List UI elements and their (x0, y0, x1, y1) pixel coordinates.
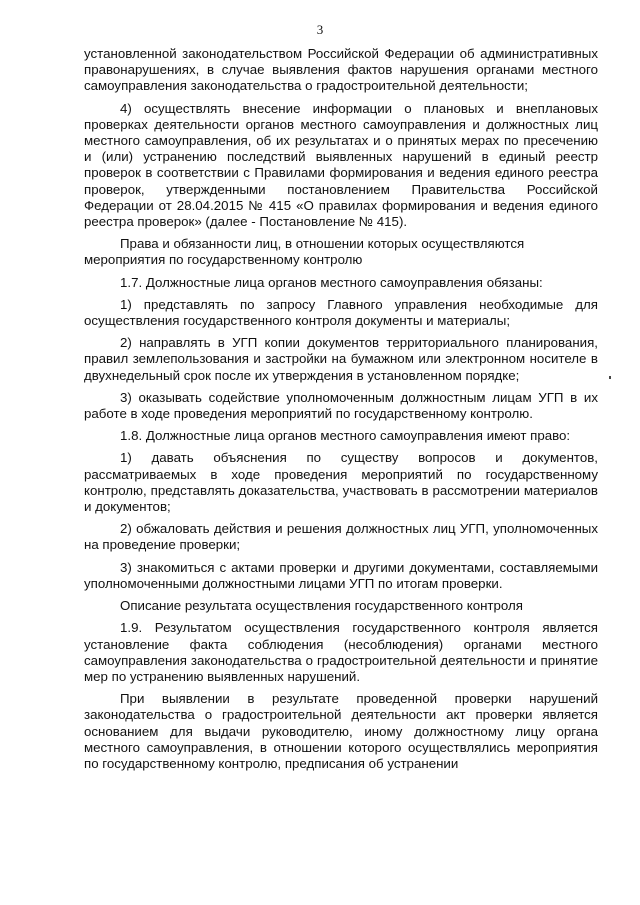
paragraph-item-4: 4) осуществлять внесение информации о плановых и внеплановых проверках деятельности органов местного самоуправления и должностных лиц местного самоуправления, об их результатах и о принятых мерах по пресечению и (или) устранению последствий выявленных нарушений в единый реестр проверок в соответствии с Правилами формирования и ведения единого реестра проверок, утвержденными постановлением Правительства Российской Федерации от 28.04.2015 № 415 «О правилах формирования и ведения единого реестра проверок» (далее - Постановление № 415). (84, 100, 598, 230)
paragraph-obligation-3: 3) оказывать содействие уполномоченным должностным лицам УГП в их работе в ходе проведения мероприятий по государственному контролю. (84, 389, 598, 422)
paragraph-1-9: 1.9. Результатом осуществления государственного контроля является установление факта соблюдения (несоблюдения) органами местного самоуправления законодательства о градостроительной деятельности и принятие мер по устранению выявленных нарушений. (84, 620, 598, 684)
section-heading-result: Описание результата осуществления государственного контроля (120, 598, 523, 614)
paragraph-obligation-2: 2) направлять в УГП копии документов территориального планирования, правил землепользования и застройки на бумажном или электронном носителе в двухнедельный срок после их утверждения в установленном порядке; (84, 335, 598, 383)
paragraph-right-3: 3) знакомиться с актами проверки и другими документами, составляемыми уполномоченными должностными лицами УГП по итогам проверки. (84, 559, 598, 591)
paragraph-obligation-1: 1) представлять по запросу Главного управления необходимые для осуществления государственного контроля документы и материалы; (84, 296, 598, 329)
page-number: 3 (316, 22, 324, 37)
paragraph-right-1: 1) давать объяснения по существу вопросов и документов, рассматриваемых в ходе проведения мероприятий по государственному контролю, представлять доказательства, участвовать в рассмотрении материалов и документов; (84, 450, 598, 515)
section-heading-rights: Права и обязанности лиц, в отношении которых осуществляются мероприятия по государственному контролю (84, 236, 525, 268)
paragraph-right-2: 2) обжаловать действия и решения должностных лиц УГП, уполномоченных на проведение проверки; (84, 521, 598, 553)
paragraph-1-7: 1.7. Должностные лица органов местного самоуправления обязаны: (120, 274, 543, 290)
scan-mark (609, 376, 611, 379)
document-body (84, 46, 598, 778)
paragraph-violations: При выявлении в результате проведенной проверки нарушений законодательства о градостроительной деятельности акт проверки является основанием для выдачи руководителю, иному должностному лицу органа местного самоуправления, в отношении которого осуществлялись мероприятия по государственному контролю, предписания об устранении (84, 691, 598, 771)
paragraph-continuation: установленной законодательством Российской Федерации об административных правонарушениях, в случае выявления фактов нарушения органами местного самоуправления законодательства о градостроительной деятельности; (84, 46, 598, 94)
paragraph-1-8: 1.8. Должностные лица органов местного самоуправления имеют право: (120, 428, 571, 444)
